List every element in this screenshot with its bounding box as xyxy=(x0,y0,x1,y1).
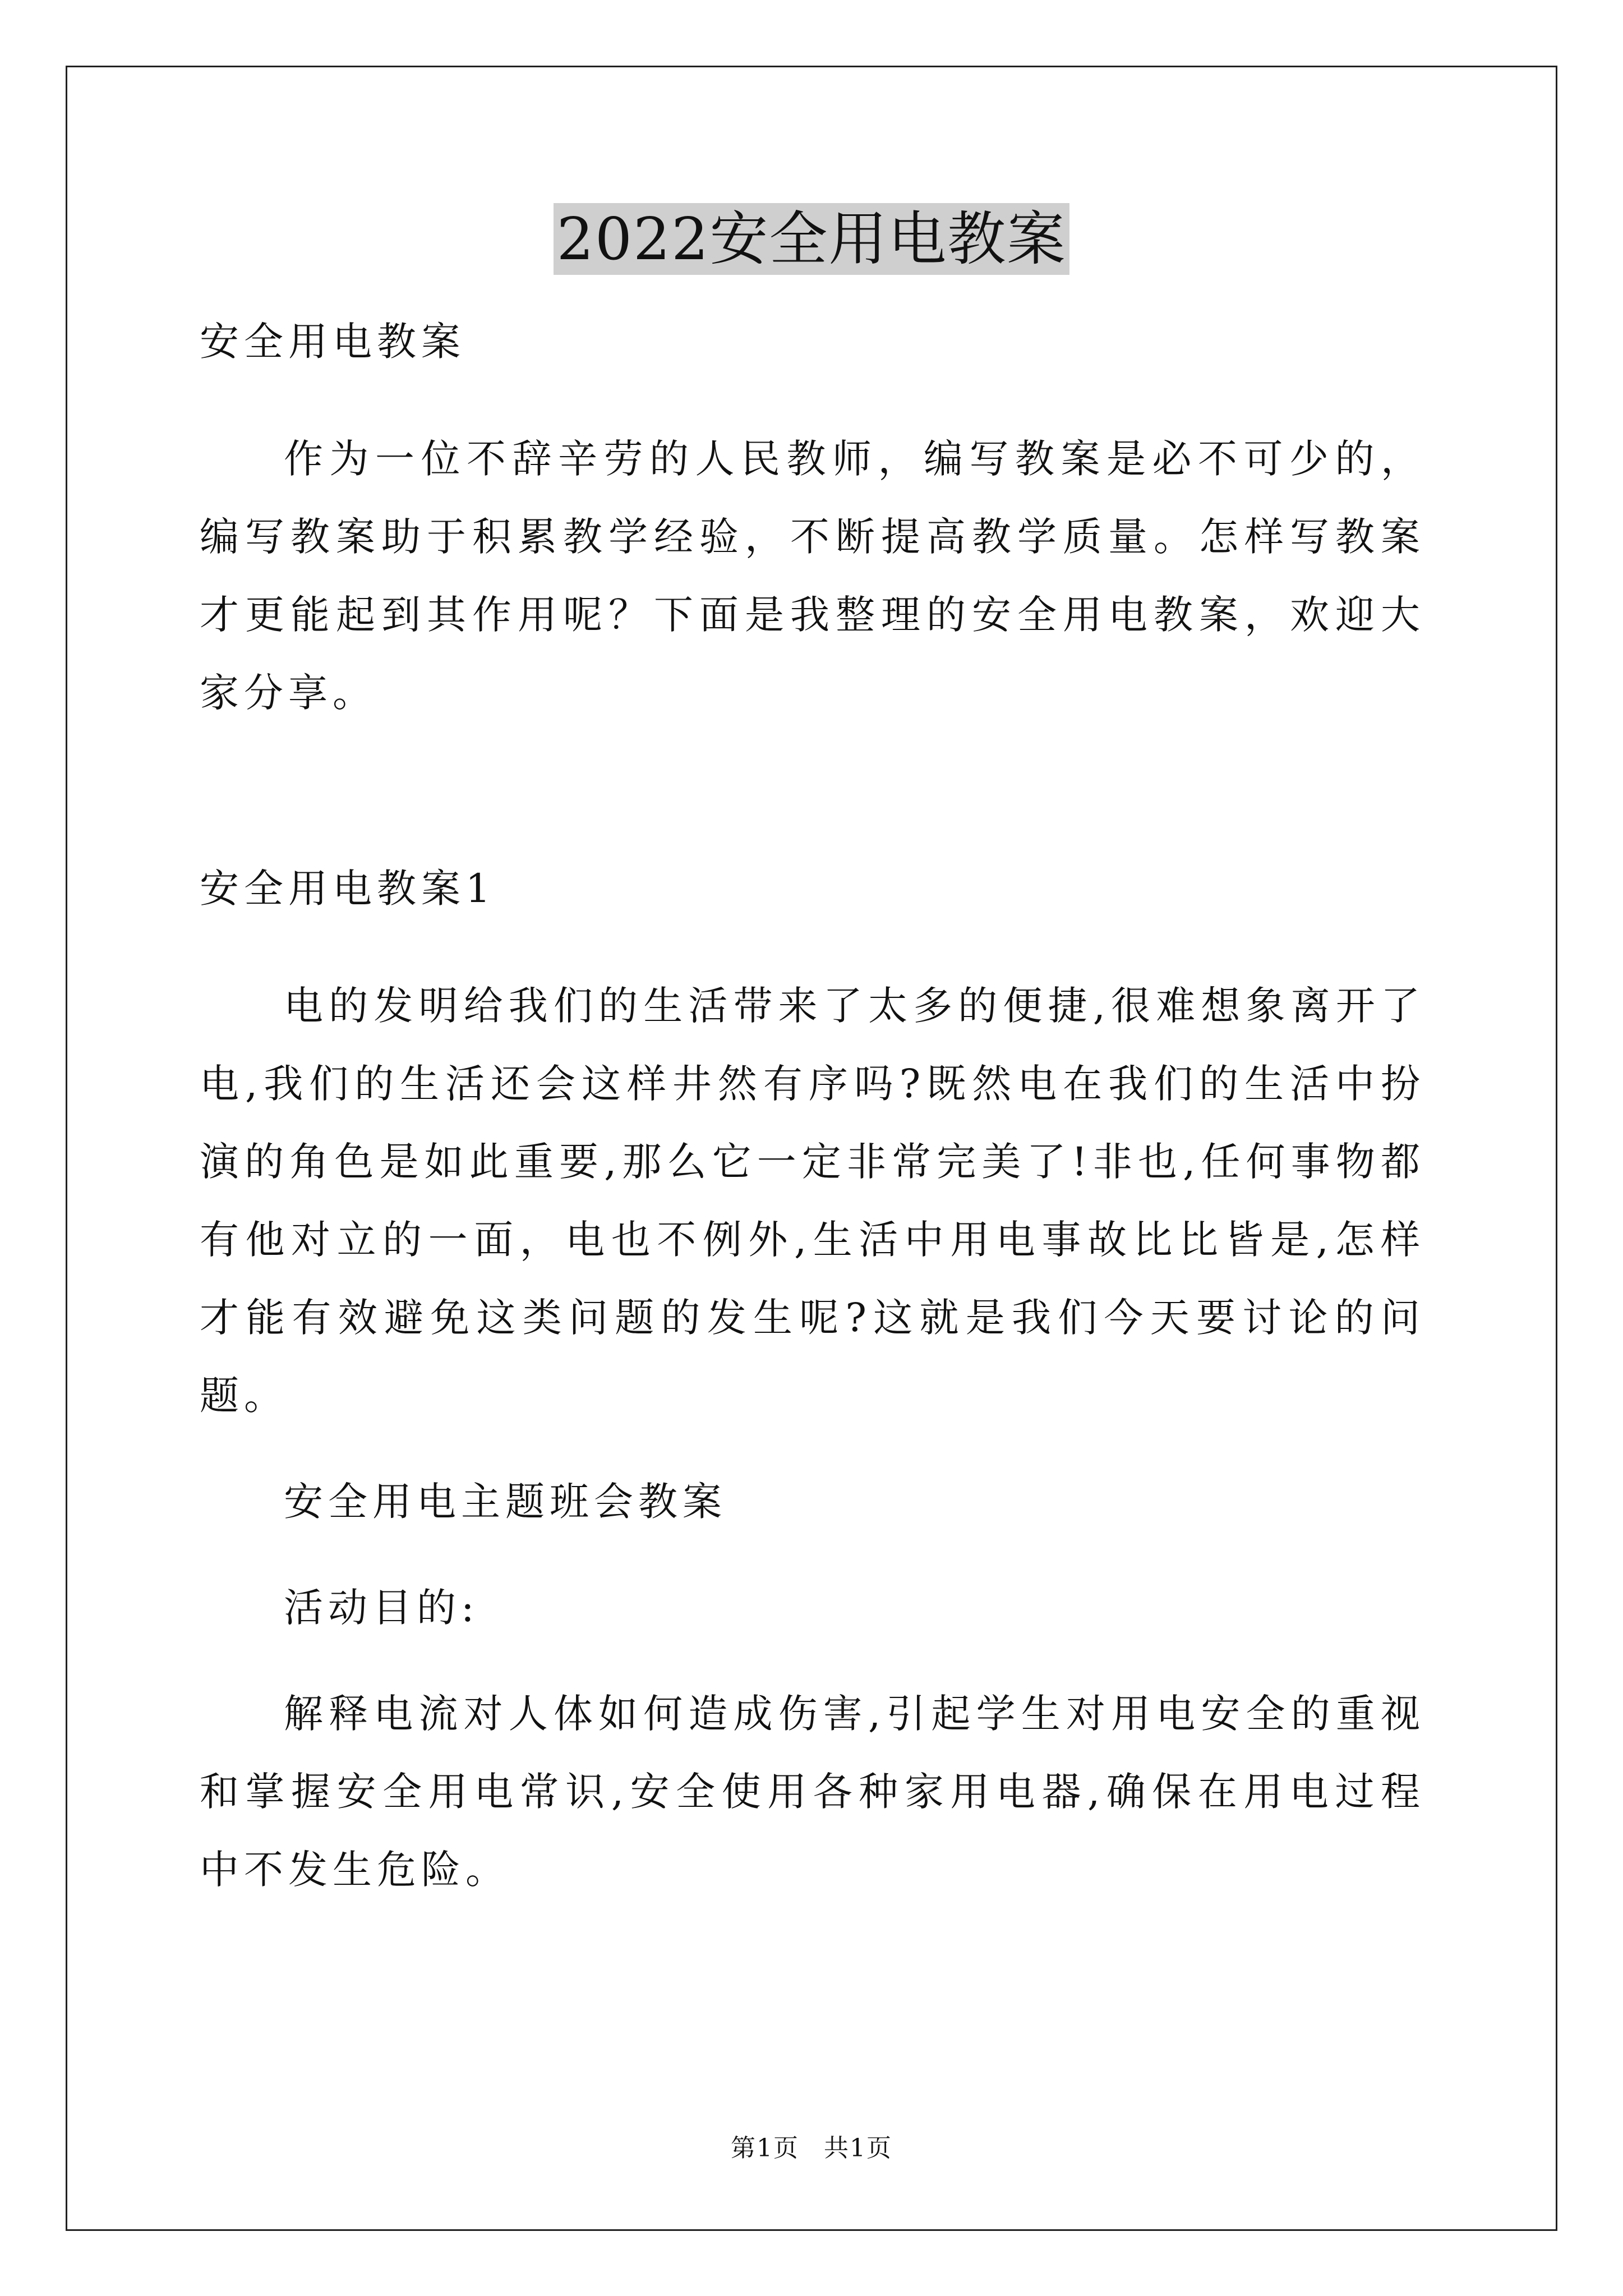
document-title: 2022安全用电教案 xyxy=(554,203,1070,275)
page-footer xyxy=(0,2132,1623,2165)
page-count: 共1页 xyxy=(824,2134,892,2162)
section-heading: 安全用电教案1 xyxy=(200,866,496,912)
subheading-class-meeting: 安全用电主题班会教案 xyxy=(284,1479,727,1525)
page-number: 第1页 xyxy=(731,2134,799,2162)
subheading-activity-purpose: 活动目的: xyxy=(284,1585,479,1631)
body-paragraph: 解释电流对人体如何造成伤害,引起学生对用电安全的重视和掌握安全用电常识,安全使用各种家用电器,确保在用电过程中不发生危险。 xyxy=(200,1691,1425,1893)
intro-paragraph: 作为一位不辞辛劳的人民教师，编写教案是必不可少的，编写教案助于积累教学经验，不断提高教学质量。怎样写教案才更能起到其作用呢？下面是我整理的安全用电教案，欢迎大家分享。 xyxy=(200,436,1425,716)
document-body xyxy=(200,303,1425,1909)
title-container xyxy=(0,203,1623,275)
body-paragraph: 电的发明给我们的生活带来了太多的便捷,很难想象离开了电,我们的生活还会这样井然有序吗?既然电在我们的生活中扮演的角色是如此重要,那么它一定非常完美了!非也,任何事物都有他对立的一面，电也不例外,生活中用电事故比比皆是,怎样才能有效避免这类问题的发生呢?这就是我们今天要讨论的问题。 xyxy=(200,983,1425,1419)
section-heading: 安全用电教案 xyxy=(200,319,465,365)
